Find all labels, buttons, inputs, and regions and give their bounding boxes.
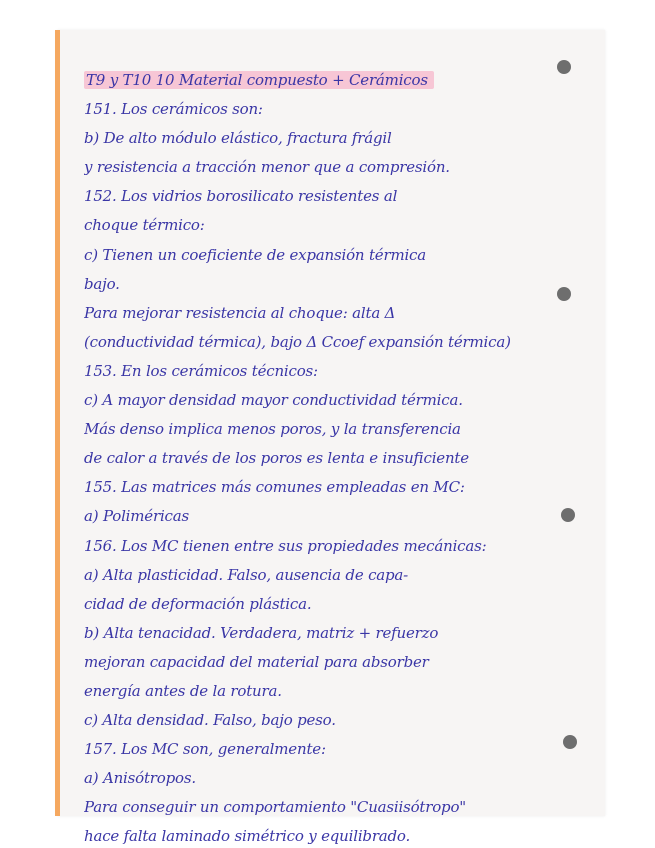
answer-line: b) Alta tenacidad. Verdadera, matriz + refuerzo xyxy=(84,623,439,642)
answer-line: c) Tienen un coeficiente de expansión térmica xyxy=(84,245,427,264)
explanation-line: Para conseguir un comportamiento "Cuasiisótropo" xyxy=(84,798,466,817)
answer-line: mejoran capacidad del material para absorber xyxy=(84,652,429,671)
note-title xyxy=(84,66,594,95)
question-152: 152. Los vidrios borosilicato resistentes al xyxy=(84,187,398,206)
handwritten-notes xyxy=(84,66,594,848)
question-153: 153. En los cerámicos técnicos: xyxy=(84,361,318,380)
answer-line: c) A mayor densidad mayor conductividad térmica. xyxy=(84,391,463,410)
explanation-line: Más denso implica menos poros, y la transferencia xyxy=(84,420,461,439)
explanation-line: Para mejorar resistencia al choque: alta Δ xyxy=(84,303,396,322)
question-155: 155. Las matrices más comunes empleadas en MC: xyxy=(84,478,465,497)
question-151: 151. Los cerámicos son: xyxy=(84,100,263,119)
title-highlight: T9 y T10 10 Material compuesto + Cerámicos xyxy=(84,71,434,89)
answer-line: bajo. xyxy=(84,274,120,293)
question-157: 157. Los MC son, generalmente: xyxy=(84,740,326,759)
answer-line: y resistencia a tracción menor que a compresión. xyxy=(84,158,450,177)
answer-line: energía antes de la rotura. xyxy=(84,681,282,700)
explanation-line: hace falta laminado simétrico y equilibrado. xyxy=(84,827,411,846)
question-line: choque térmico: xyxy=(84,216,205,235)
answer-line: cidad de deformación plástica. xyxy=(84,594,312,613)
answer-line: c) Alta densidad. Falso, bajo peso. xyxy=(84,711,336,730)
explanation-line: de calor a través de los poros es lenta e insuficiente xyxy=(84,449,469,468)
answer-line: a) Poliméricas xyxy=(84,507,189,526)
margin-line xyxy=(55,30,60,816)
explanation-line: (conductividad térmica), bajo Δ Ccoef expansión térmica) xyxy=(84,332,511,351)
answer-line: a) Alta plasticidad. Falso, ausencia de capa- xyxy=(84,565,409,584)
question-156: 156. Los MC tienen entre sus propiedades mecánicas: xyxy=(84,536,487,555)
answer-line: b) De alto módulo elástico, fractura frágil xyxy=(84,129,392,148)
answer-line: a) Anisótropos. xyxy=(84,769,196,788)
